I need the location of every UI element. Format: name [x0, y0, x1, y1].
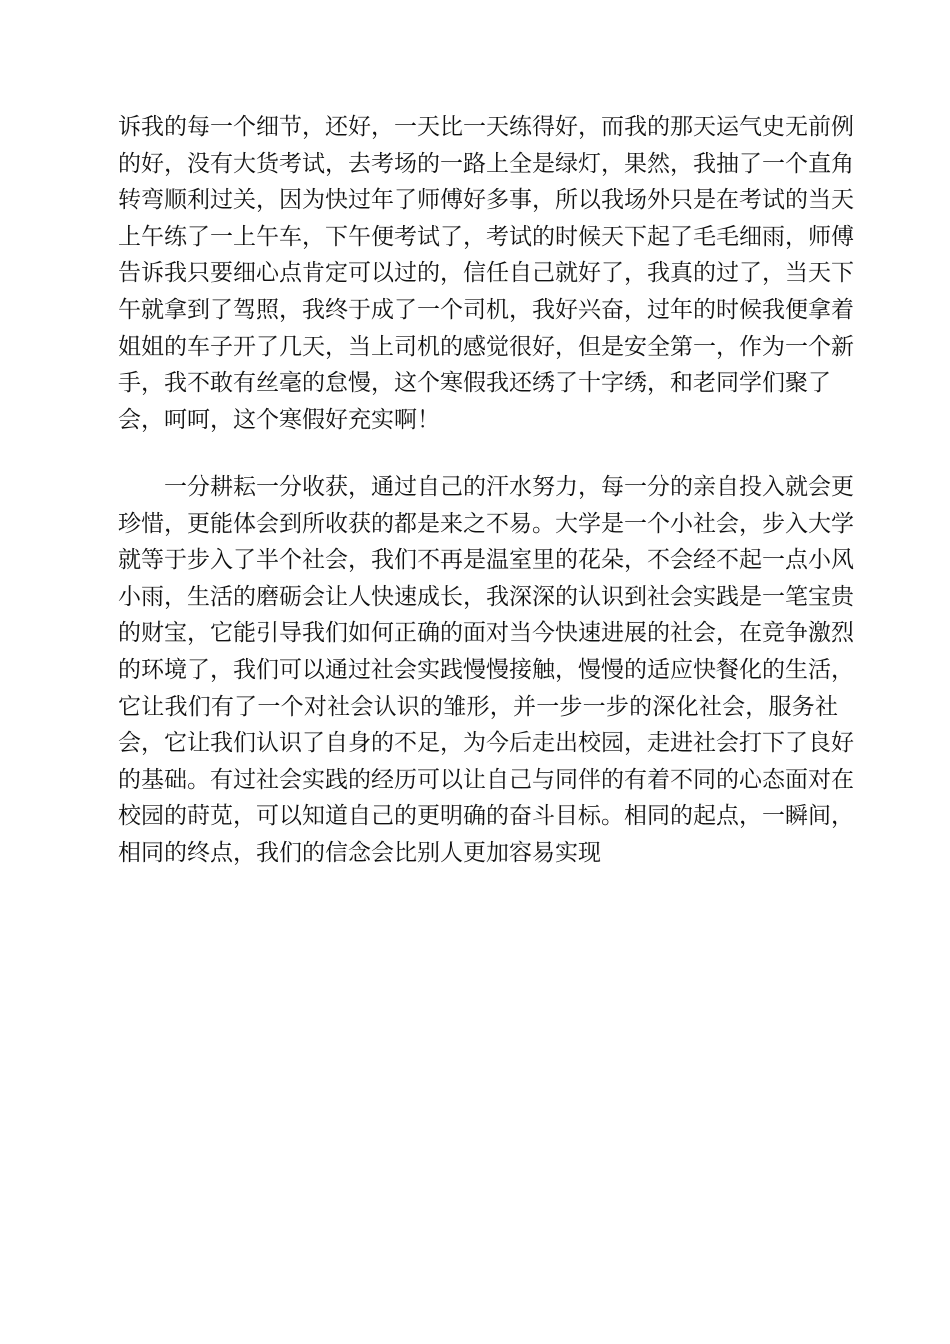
text-line: 小雨，生活的磨砺会让人快速成长，我深深的认识到社会实践是一笔宝贵: [118, 583, 854, 610]
text-line: 的财宝，它能引导我们如何正确的面对当今快速进展的社会，在竞争激烈: [118, 620, 854, 647]
text-line: 会，呵呵，这个寒假好充实啊！: [118, 406, 440, 433]
text-line: 相同的终点，我们的信念会比别人更加容易实现: [118, 839, 601, 866]
text-line: 手，我不敢有丝毫的怠慢，这个寒假我还绣了十字绣，和老同学们聚了: [118, 370, 831, 397]
paragraph-2: [118, 469, 854, 872]
text-line: 告诉我只要细心点肯定可以过的，信任自己就好了，我真的过了，当天下: [118, 260, 854, 287]
text-line: 珍惜，更能体会到所收获的都是来之不易。大学是一个小社会，步入大学: [118, 510, 854, 537]
text-line: 上午练了一上午车，下午便考试了，考试的时候天下起了毛毛细雨，师傅: [118, 223, 854, 250]
text-line: 的环境了，我们可以通过社会实践慢慢接触，慢慢的适应快餐化的生活，: [118, 656, 854, 683]
text-line: 就等于步入了半个社会，我们不再是温室里的花朵，不会经不起一点小风: [118, 547, 854, 574]
text-line: 的好，没有大货考试，去考场的一路上全是绿灯，果然，我抽了一个直角: [118, 150, 854, 177]
text-line: 的基础。有过社会实践的经历可以让自己与同伴的有着不同的心态面对在: [118, 766, 854, 793]
text-line: 诉我的每一个细节，还好，一天比一天练得好，而我的那天运气史无前例: [118, 114, 854, 140]
text-line: 一分耕耘一分收获，通过自己的汗水努力，每一分的亲自投入就会更: [164, 474, 854, 500]
text-line: 它让我们有了一个对社会认识的雏形，并一步一步的深化社会，服务社: [118, 693, 838, 720]
text-line: 校园的莳苋，可以知道自己的更明确的奋斗目标。相同的起点，一瞬间，: [118, 803, 854, 830]
text-line: 会，它让我们认识了自身的不足，为今后走出校园，走进社会打下了良好: [118, 730, 854, 757]
text-line: 转弯顺利过关，因为快过年了师傅好多事，所以我场外只是在考试的当天: [118, 187, 854, 214]
text-line: 午就拿到了驾照，我终于成了一个司机，我好兴奋，过年的时候我便拿着: [118, 296, 854, 323]
paragraph-1: [118, 109, 854, 438]
text-line: 姐姐的车子开了几天，当上司机的感觉很好，但是安全第一，作为一个新: [118, 333, 854, 360]
